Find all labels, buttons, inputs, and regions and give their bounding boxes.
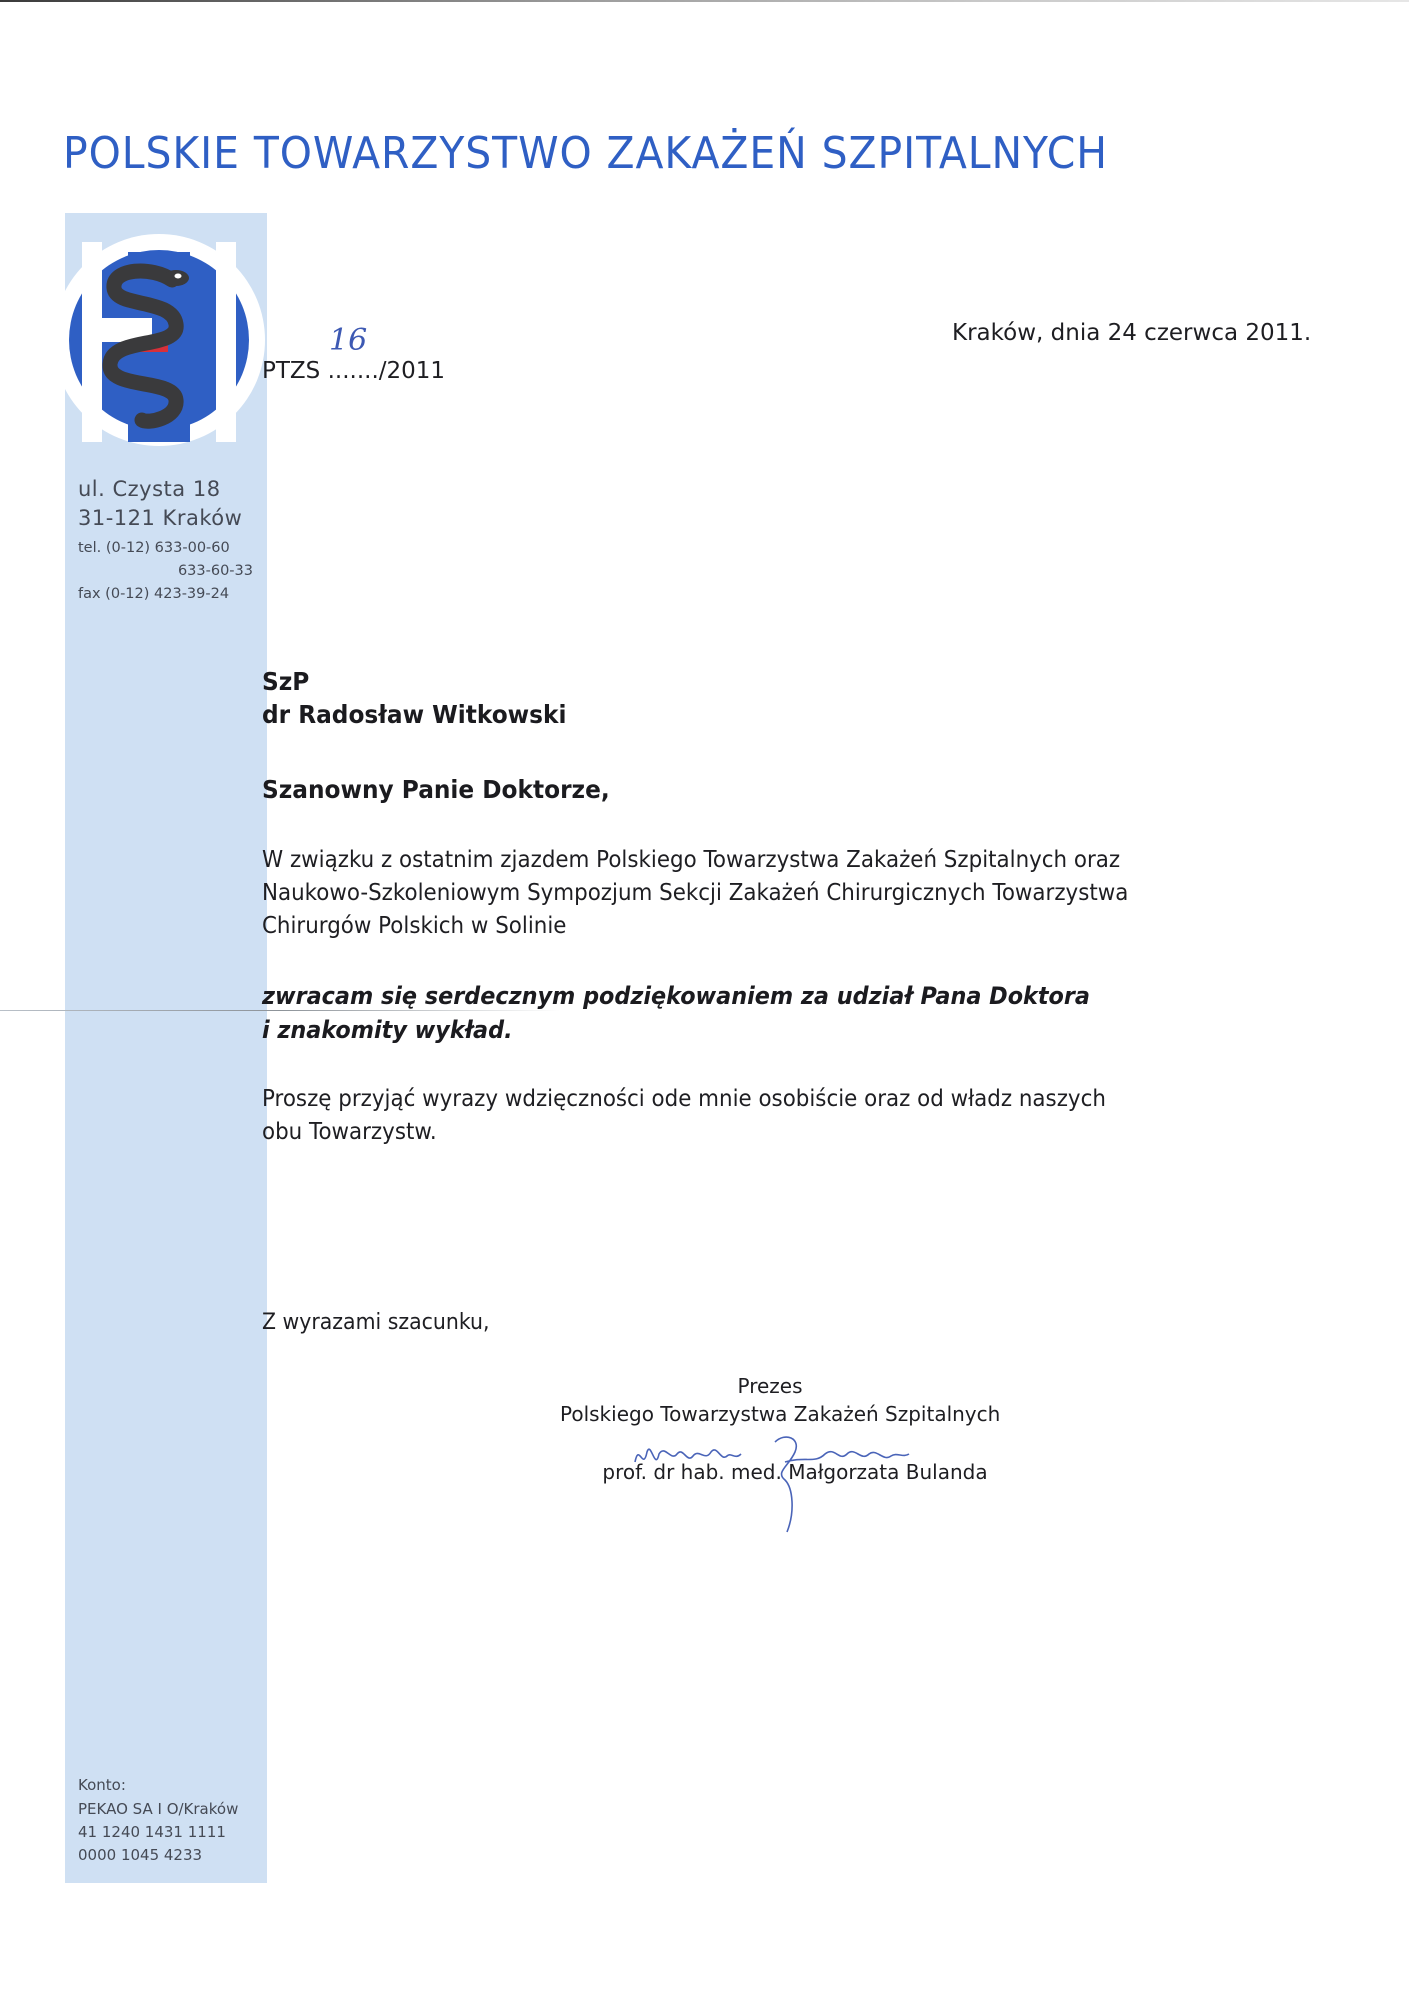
organization-title: POLSKIE TOWARZYSTWO ZAKAŻEŃ SZPITALNYCH bbox=[63, 128, 1108, 179]
reference-suffix: /2011 bbox=[378, 358, 446, 384]
paragraph2-line: Proszę przyjąć wyrazy wdzięczności ode mnie osobiście oraz od władz naszych bbox=[262, 1086, 1106, 1112]
paragraph1-line: W związku z ostatnim zjazdem Polskiego Towarzystwa Zakażeń Szpitalnych oraz bbox=[262, 847, 1121, 873]
account-number-line2: 0000 1045 4233 bbox=[78, 1846, 203, 1864]
signature-organization: Polskiego Towarzystwa Zakażeń Szpitalnych bbox=[560, 1402, 1001, 1426]
reference-dots: ....... bbox=[327, 358, 379, 384]
signature-role: Prezes bbox=[737, 1374, 803, 1398]
address-tel2: 633-60-33 bbox=[177, 563, 253, 579]
scan-top-edge bbox=[0, 0, 1409, 2]
recipient-honorific: SzP bbox=[262, 667, 310, 696]
address-tel: tel. (0-12) 633-00-60 bbox=[78, 540, 230, 556]
salutation: Szanowny Panie Doktorze, bbox=[262, 775, 610, 804]
logo-left-stripe bbox=[82, 242, 102, 442]
date-line: Kraków, dnia 24 czerwca 2011. bbox=[952, 320, 1312, 346]
logo-snake-eye bbox=[175, 274, 182, 279]
recipient-name: dr Radosław Witkowski bbox=[262, 700, 567, 729]
address-fax: fax (0-12) 423-39-24 bbox=[78, 586, 230, 602]
paragraph2-line: obu Towarzystw. bbox=[262, 1119, 437, 1145]
address-street: ul. Czysta 18 bbox=[78, 477, 221, 501]
reference-prefix: PTZS bbox=[262, 358, 321, 384]
paragraph1-line: Chirurgów Polskich w Solinie bbox=[262, 913, 567, 939]
account-number-line1: 41 1240 1431 1111 bbox=[78, 1823, 226, 1841]
logo-right-stripe bbox=[216, 242, 236, 442]
account-bank: PEKAO SA I O/Kraków bbox=[78, 1800, 239, 1818]
signature-name: prof. dr hab. med. Małgorzata Bulanda bbox=[602, 1460, 988, 1484]
reference-number bbox=[262, 358, 445, 384]
handwritten-signature bbox=[625, 1432, 1005, 1542]
asclepius-staff-snake-icon bbox=[52, 232, 267, 447]
account-label: Konto: bbox=[78, 1776, 126, 1794]
handwritten-reference-number: 16 bbox=[329, 323, 368, 358]
paper-fold-line bbox=[0, 1010, 560, 1011]
letterhead-sidebar bbox=[65, 213, 267, 1883]
address-city: 31-121 Kraków bbox=[78, 506, 243, 530]
closing: Z wyrazami szacunku, bbox=[262, 1310, 490, 1335]
emphasis-line: zwracam się serdecznym podziękowaniem za udział Pana Doktora bbox=[262, 982, 1090, 1010]
paragraph1-line: Naukowo-Szkoleniowym Sympozjum Sekcji Zakażeń Chirurgicznych Towarzystwa bbox=[262, 880, 1129, 906]
emphasis-line: i znakomity wykład. bbox=[262, 1016, 513, 1044]
